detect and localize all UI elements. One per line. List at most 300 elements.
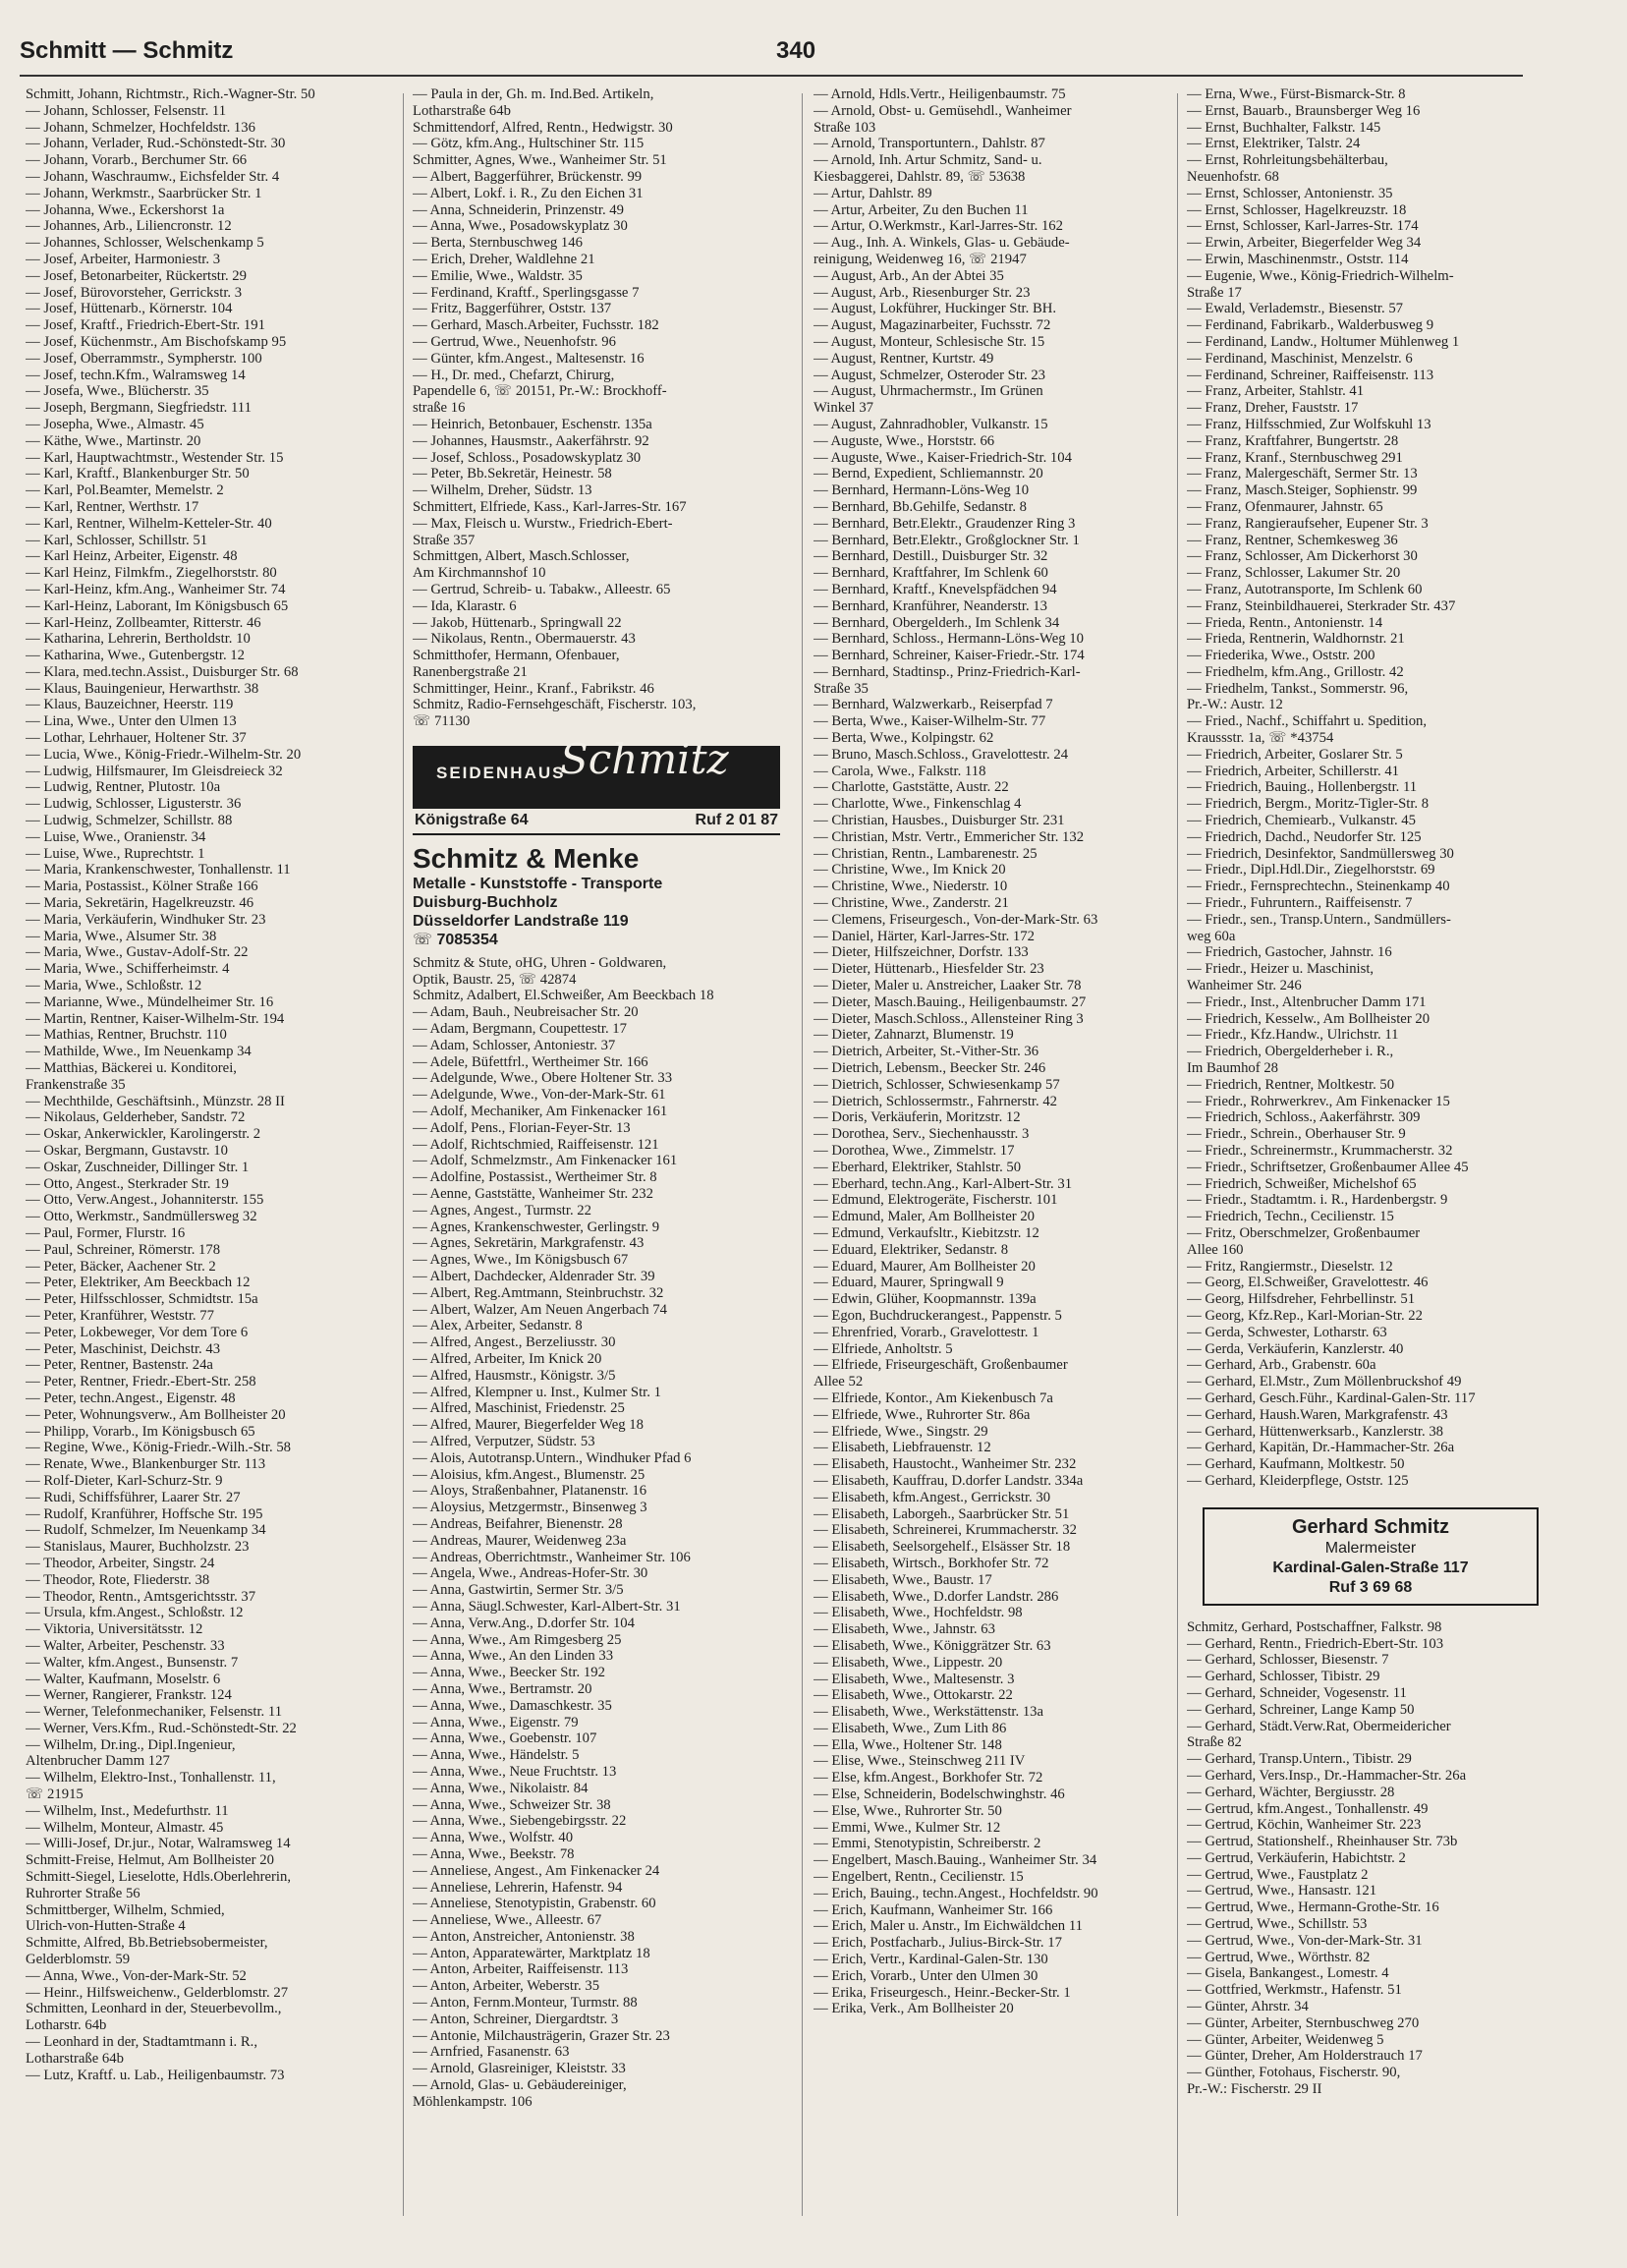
directory-entry bbox=[26, 499, 405, 516]
directory-entry bbox=[1187, 813, 1590, 829]
directory-entry bbox=[1187, 582, 1590, 598]
directory-entry bbox=[413, 1880, 792, 1897]
entry-line: — Josef, Oberrammstr., Sympherstr. 100 bbox=[26, 350, 262, 367]
directory-entry bbox=[413, 1087, 792, 1104]
entry-line: — Peter, techn.Angest., Eigenstr. 48 bbox=[26, 1389, 236, 1406]
entry-line: — Arnfried, Fasanenstr. 63 bbox=[413, 2044, 570, 2061]
entry-line: — Ernst, Bauarb., Braunsberger Weg 16 bbox=[1187, 102, 1421, 119]
directory-entry bbox=[814, 186, 1193, 202]
directory-entry bbox=[26, 466, 405, 482]
directory-entry bbox=[1187, 351, 1590, 368]
entry-line: — Franz, Kranf., Sternbuschweg 291 bbox=[1187, 449, 1403, 466]
entry-line: — Egon, Buchdruckerangest., Pappenstr. 5 bbox=[814, 1307, 1062, 1324]
entry-line: — Elfriede, Wwe., Singstr. 29 bbox=[814, 1423, 988, 1440]
entry-line: — Erich, Dreher, Waldlehne 21 bbox=[413, 251, 595, 267]
entry-line: — Klaus, Bauingenieur, Herwarthstr. 38 bbox=[26, 680, 259, 697]
directory-entry bbox=[814, 1225, 1193, 1242]
directory-entry bbox=[814, 433, 1193, 450]
entry-line: — Charlotte, Gaststätte, Austr. 22 bbox=[814, 779, 1009, 796]
directory-entry bbox=[1187, 1982, 1590, 1999]
directory-entry bbox=[814, 1770, 1193, 1786]
directory-entry bbox=[814, 152, 1193, 186]
entry-line: Schmitz, Adalbert, El.Schweißer, Am Beeckbach 18 bbox=[413, 988, 714, 1004]
directory-entry bbox=[26, 862, 405, 879]
directory-entry bbox=[1187, 1473, 1590, 1490]
directory-entry bbox=[26, 218, 405, 235]
directory-entry bbox=[814, 631, 1193, 648]
entry-line: — Friedrich, Gastocher, Jahnstr. 16 bbox=[1187, 944, 1392, 961]
entry-line: Straße 17 bbox=[1187, 284, 1242, 301]
directory-entry bbox=[413, 988, 792, 1004]
directory-entry bbox=[26, 994, 405, 1011]
directory-entry bbox=[814, 1109, 1193, 1126]
directory-entry bbox=[1187, 1619, 1590, 1636]
directory-entry bbox=[814, 235, 1193, 268]
entry-line: — Georg, Kfz.Rep., Karl-Morian-Str. 22 bbox=[1187, 1307, 1423, 1324]
page-header bbox=[20, 37, 1611, 81]
directory-entry bbox=[814, 1094, 1193, 1110]
directory-entry bbox=[1187, 86, 1590, 103]
entry-line: — Gerhard, Gesch.Führ., Kardinal-Galen-Str. 117 bbox=[1187, 1389, 1476, 1406]
entry-line: — Stanislaus, Maurer, Buchholzstr. 23 bbox=[26, 1539, 250, 1556]
directory-entry bbox=[26, 450, 405, 467]
directory-entry bbox=[413, 1368, 792, 1385]
directory-entry bbox=[1187, 1965, 1590, 1982]
directory-entry bbox=[814, 450, 1193, 467]
directory-entry bbox=[26, 1456, 405, 1473]
column-2 bbox=[413, 86, 792, 2111]
directory-entry bbox=[1187, 1950, 1590, 1966]
directory-entry bbox=[26, 929, 405, 945]
entry-line: — Elfriede, Kontor., Am Kiekenbusch 7a bbox=[814, 1389, 1053, 1406]
directory-entry bbox=[1187, 1325, 1590, 1341]
entry-line: — Gerhard, Schlosser, Tibistr. 29 bbox=[1187, 1669, 1380, 1685]
entry-line: — Friedhelm, kfm.Ang., Grillostr. 42 bbox=[1187, 663, 1404, 680]
entry-line: — Bernhard, Bb.Gehilfe, Sedanstr. 8 bbox=[814, 498, 1028, 515]
directory-entry bbox=[26, 1605, 405, 1621]
entry-line: Lotharstraße 64b bbox=[413, 102, 511, 119]
directory-entry bbox=[26, 368, 405, 384]
entry-line: Straße 357 bbox=[413, 532, 476, 548]
directory-entry bbox=[1187, 879, 1590, 895]
entry-line: — Karl, Pol.Beamter, Memelstr. 2 bbox=[26, 482, 224, 499]
directory-entry bbox=[1187, 1719, 1590, 1752]
directory-entry bbox=[814, 103, 1193, 137]
entry-line: — Ferdinand, Schreiner, Raiffeisenstr. 113 bbox=[1187, 367, 1434, 383]
entry-line: — Friedrich, Schloss., Aakerfährstr. 309 bbox=[1187, 1109, 1421, 1126]
entry-line: — Gertrud, Wwe., Neuenhofstr. 96 bbox=[413, 333, 616, 350]
entry-line: — Rudi, Schiffsführer, Laarer Str. 27 bbox=[26, 1489, 241, 1505]
entry-line: — Bernhard, Destill., Duisburger Str. 32 bbox=[814, 548, 1048, 565]
entry-line: — Alois, Autotransp.Untern., Windhuker Pfad 6 bbox=[413, 1449, 692, 1466]
directory-entry bbox=[814, 1473, 1193, 1490]
page-number: 340 bbox=[776, 37, 816, 64]
directory-entry bbox=[814, 1737, 1193, 1754]
entry-line: — Erich, Bauing., techn.Angest., Hochfeldstr. 90 bbox=[814, 1885, 1098, 1901]
entry-line: — Karl, Rentner, Wilhelm-Ketteler-Str. 40 bbox=[26, 515, 272, 532]
directory-entry bbox=[814, 499, 1193, 516]
entry-line: — Gerhard, Schneider, Vogesenstr. 11 bbox=[1187, 1684, 1407, 1701]
entry-line: — Peter, Lokbeweger, Vor dem Tore 6 bbox=[26, 1324, 249, 1340]
directory-entry bbox=[26, 533, 405, 549]
entry-line: — Lucia, Wwe., König-Friedr.-Wilhelm-Str. 20 bbox=[26, 746, 302, 763]
directory-entry bbox=[814, 730, 1193, 747]
directory-entry bbox=[26, 747, 405, 764]
entry-line: reinigung, Weidenweg 16, ☏ 21947 bbox=[814, 251, 1027, 267]
directory-entry bbox=[26, 136, 405, 152]
entry-line: — Alfred, Arbeiter, Im Knick 20 bbox=[413, 1351, 602, 1367]
entry-line: — Franz, Rangieraufseher, Eupener Str. 3 bbox=[1187, 515, 1429, 532]
entry-line: — Anton, Apparatewärter, Marktplatz 18 bbox=[413, 1945, 650, 1961]
entry-line: — Alfred, Maurer, Biegerfelder Weg 18 bbox=[413, 1417, 644, 1434]
entry-line: — Oskar, Zuschneider, Dillinger Str. 1 bbox=[26, 1159, 250, 1175]
entry-line: Lotharstr. 64b bbox=[26, 2017, 107, 2034]
entry-line: — August, Monteur, Schlesische Str. 15 bbox=[814, 333, 1045, 350]
entry-line: — Andreas, Oberrichtmstr., Wanheimer Str. 106 bbox=[413, 1549, 691, 1565]
entry-line: — Franz, Kraftfahrer, Bungertstr. 28 bbox=[1187, 432, 1399, 449]
entry-line: — Friedr., Schreinermstr., Krummacherstr. 32 bbox=[1187, 1143, 1453, 1159]
entry-line: — Andreas, Maurer, Weidenweg 23a bbox=[413, 1532, 627, 1549]
directory-entry bbox=[26, 912, 405, 929]
entry-line: — Max, Fleisch u. Wurstw., Friedrich-Ebert- bbox=[413, 515, 673, 532]
directory-entry bbox=[413, 218, 792, 235]
entry-line: — Elisabeth, Wwe., Jahnstr. 63 bbox=[814, 1621, 995, 1638]
entry-line: — Gertrud, Wwe., Faustplatz 2 bbox=[1187, 1866, 1369, 1883]
entry-line: — Bernhard, Betr.Elektr., Großglockner Str. 1 bbox=[814, 532, 1080, 548]
directory-entry bbox=[26, 86, 405, 103]
directory-entry bbox=[26, 1374, 405, 1390]
directory-entry bbox=[26, 1985, 405, 2002]
directory-entry bbox=[814, 961, 1193, 978]
directory-entry bbox=[1187, 120, 1590, 137]
entry-line: — Dieter, Hilfszeichner, Dorfstr. 133 bbox=[814, 944, 1029, 961]
directory-entry bbox=[814, 1869, 1193, 1886]
directory-entry bbox=[413, 1285, 792, 1302]
directory-entry bbox=[1187, 2065, 1590, 2098]
entry-line: — Gerhard, Schlosser, Biesenstr. 7 bbox=[1187, 1652, 1389, 1669]
directory-entry bbox=[26, 582, 405, 598]
directory-entry bbox=[814, 136, 1193, 152]
entry-line: — Ella, Wwe., Holtener Str. 148 bbox=[814, 1736, 1002, 1753]
entry-line: — Artur, Dahlstr. 89 bbox=[814, 185, 932, 201]
entry-line: Schmittberger, Wilhelm, Schmied, bbox=[26, 1901, 225, 1918]
entry-line: — Renate, Wwe., Blankenburger Str. 113 bbox=[26, 1456, 266, 1473]
entry-line: Straße 35 bbox=[814, 680, 869, 697]
directory-entry bbox=[1187, 499, 1590, 516]
directory-entry bbox=[1187, 1160, 1590, 1176]
entry-line: — Günter, kfm.Angest., Maltesenstr. 16 bbox=[413, 350, 645, 367]
entry-line: — Maria, Wwe., Alsumer Str. 38 bbox=[26, 928, 217, 944]
entry-line: — Erich, Vorarb., Unter den Ulmen 30 bbox=[814, 1967, 1038, 1984]
directory-entry bbox=[26, 1490, 405, 1506]
entry-line: — Gerhard, Rentn., Friedrich-Ebert-Str. 103 bbox=[1187, 1635, 1444, 1652]
entry-line: — Wilhelm, Elektro-Inst., Tonhallenstr. 11, bbox=[26, 1770, 276, 1786]
directory-entry bbox=[1187, 1817, 1590, 1834]
entry-line: — Gertrud, Köchin, Wanheimer Str. 223 bbox=[1187, 1817, 1422, 1834]
entry-line: — Wilhelm, Dreher, Südstr. 13 bbox=[413, 482, 592, 499]
directory-entry bbox=[1187, 417, 1590, 433]
directory-entry bbox=[1187, 1109, 1590, 1126]
directory-entry bbox=[26, 1109, 405, 1126]
directory-entry bbox=[413, 2012, 792, 2028]
directory-entry bbox=[814, 1935, 1193, 1952]
directory-entry bbox=[413, 120, 792, 137]
directory-entry bbox=[26, 1160, 405, 1176]
directory-entry bbox=[26, 1968, 405, 1985]
entry-line: — Adam, Bauh., Neubreisacher Str. 20 bbox=[413, 1004, 639, 1021]
entry-line: — Maria, Wwe., Schloßstr. 12 bbox=[26, 978, 202, 994]
directory-entry bbox=[26, 548, 405, 565]
directory-entry bbox=[1187, 944, 1590, 961]
entry-line: — Maria, Krankenschwester, Tonhallenstr. 11 bbox=[26, 862, 291, 879]
entry-line: — Dorothea, Wwe., Zimmelstr. 17 bbox=[814, 1143, 1015, 1159]
directory-entry bbox=[1187, 218, 1590, 235]
entry-line: — Elisabeth, Seelsorgehelf., Elsässer Str. 18 bbox=[814, 1539, 1071, 1556]
directory-entry bbox=[1187, 1407, 1590, 1424]
directory-entry bbox=[814, 1721, 1193, 1737]
advert-line: Metalle - Kunststoffe - Transporte bbox=[413, 875, 663, 892]
directory-entry bbox=[413, 1961, 792, 1978]
entry-line: — Friedr., Dipl.Hdl.Dir., Ziegelhorststr. 69 bbox=[1187, 862, 1435, 879]
entry-line: — Christine, Wwe., Im Knick 20 bbox=[814, 862, 1006, 879]
directory-entry bbox=[814, 1803, 1193, 1820]
entry-line: — Peter, Wohnungsverw., Am Bollheister 20 bbox=[26, 1406, 286, 1423]
advert-phone: ☏ 7085354 bbox=[413, 931, 498, 948]
entry-line: — Johann, Schmelzer, Hochfeldstr. 136 bbox=[26, 119, 255, 136]
directory-entry bbox=[814, 482, 1193, 499]
entry-line: — Ferdinand, Maschinist, Menzelstr. 6 bbox=[1187, 350, 1413, 367]
directory-entry bbox=[413, 1104, 792, 1120]
entry-line: — Bernd, Expedient, Schliemannstr. 20 bbox=[814, 466, 1043, 482]
directory-entry bbox=[26, 482, 405, 499]
entry-line: — Anna, Wwe., An den Linden 33 bbox=[413, 1648, 614, 1665]
entry-line: — Elisabeth, Wwe., Zum Lith 86 bbox=[814, 1720, 1007, 1736]
directory-entry bbox=[814, 1291, 1193, 1308]
entry-line: — Friedr., Heizer u. Maschinist, bbox=[1187, 961, 1375, 978]
entry-line: — Josef, Schloss., Posadowskyplatz 30 bbox=[413, 449, 642, 466]
entry-line: Schmittert, Elfriede, Kass., Karl-Jarres-Str. 167 bbox=[413, 498, 687, 515]
directory-entry bbox=[413, 499, 792, 516]
directory-entry bbox=[26, 334, 405, 351]
advert-line: Kardinal-Galen-Straße 117 bbox=[1272, 1559, 1469, 1576]
directory-entry bbox=[26, 1060, 405, 1094]
column-3 bbox=[814, 86, 1193, 2017]
directory-entry bbox=[1187, 1768, 1590, 1785]
directory-entry bbox=[26, 1869, 405, 1902]
entry-line: — Rudolf, Kranführer, Hoffsche Str. 195 bbox=[26, 1505, 263, 1522]
directory-entry bbox=[1187, 1044, 1590, 1077]
entry-line: — Franz, Rentner, Schemkesweg 36 bbox=[1187, 532, 1398, 548]
entry-line: — Adolfine, Postassist., Wertheimer Str. 8 bbox=[413, 1169, 657, 1186]
entry-line: — Peter, Rentner, Bastenstr. 24a bbox=[26, 1357, 213, 1374]
entry-line: — Fritz, Rangiermstr., Dieselstr. 12 bbox=[1187, 1258, 1393, 1275]
entry-line: — Karl, Schlosser, Schillstr. 51 bbox=[26, 532, 208, 548]
column-divider bbox=[802, 93, 803, 2216]
directory-entry bbox=[413, 1912, 792, 1929]
entry-line: Pr.-W.: Austr. 12 bbox=[1187, 697, 1283, 713]
directory-entry bbox=[413, 2077, 792, 2111]
entry-line: — Dieter, Masch.Bauing., Heiligenbaumstr. 27 bbox=[814, 993, 1087, 1010]
directory-entry bbox=[413, 1450, 792, 1467]
entry-line: — Aenne, Gaststätte, Wanheimer Str. 232 bbox=[413, 1186, 653, 1203]
directory-entry bbox=[413, 152, 792, 169]
entry-line: Lotharstraße 64b bbox=[26, 2050, 124, 2067]
entry-line: Kraussstr. 1a, ☏ *43754 bbox=[1187, 730, 1334, 747]
entry-line: — Peter, Maschinist, Deichstr. 43 bbox=[26, 1340, 221, 1357]
entry-line: — Dietrich, Lebensm., Beecker Str. 246 bbox=[814, 1060, 1046, 1077]
entry-line: — Gerhard, Vers.Insp., Dr.-Hammacher-Str. 26a bbox=[1187, 1767, 1467, 1784]
directory-entry bbox=[26, 1820, 405, 1837]
entry-line: — Willi-Josef, Dr.jur., Notar, Walramsweg 14 bbox=[26, 1836, 291, 1852]
directory-entry bbox=[1187, 1702, 1590, 1719]
entry-line: — Heinr., Hilfsweichenw., Gelderblomstr. 27 bbox=[26, 1984, 289, 2001]
entry-line: — Friedr., Inst., Altenbrucher Damm 171 bbox=[1187, 993, 1427, 1010]
entry-line: — Peter, Bäcker, Aachener Str. 2 bbox=[26, 1258, 216, 1275]
advert-street: Königstraße 64 bbox=[415, 812, 529, 829]
directory-entry bbox=[26, 829, 405, 846]
directory-entry bbox=[413, 1235, 792, 1252]
directory-entry bbox=[1187, 1390, 1590, 1407]
entry-line: — Fritz, Oberschmelzer, Großenbaumer bbox=[1187, 1224, 1421, 1241]
directory-entry bbox=[26, 1390, 405, 1407]
entry-line: — Anneliese, Stenotypistin, Grabenstr. 60 bbox=[413, 1896, 656, 1912]
directory-entry bbox=[814, 1672, 1193, 1688]
entry-line: — Eugenie, Wwe., König-Friedrich-Wilhelm- bbox=[1187, 267, 1454, 284]
entry-line: — Götz, kfm.Ang., Hultschiner Str. 115 bbox=[413, 136, 645, 152]
directory-entry bbox=[413, 516, 792, 549]
directory-entry bbox=[1187, 648, 1590, 664]
entry-line: — Gertrud, kfm.Angest., Tonhallenstr. 49 bbox=[1187, 1800, 1429, 1817]
directory-entry bbox=[814, 862, 1193, 879]
directory-entry bbox=[413, 1269, 792, 1285]
directory-entry bbox=[413, 697, 792, 730]
directory-entry bbox=[26, 961, 405, 978]
entry-line: Schmittendorf, Alfred, Rentn., Hedwigstr. 30 bbox=[413, 119, 673, 136]
directory-entry bbox=[814, 944, 1193, 961]
entry-line: — Bernhard, Betr.Elektr., Graudenzer Ring 3 bbox=[814, 515, 1076, 532]
entry-line: — Aloys, Straßenbahner, Platanenstr. 16 bbox=[413, 1483, 647, 1500]
entry-line: — Luise, Wwe., Oranienstr. 34 bbox=[26, 828, 206, 845]
entry-line: — Josef, Bürovorsteher, Gerrickstr. 3 bbox=[26, 284, 243, 301]
entry-line: — Elfriede, Anholtstr. 5 bbox=[814, 1340, 953, 1357]
entry-line: — Ludwig, Schmelzer, Schillstr. 88 bbox=[26, 813, 233, 829]
entry-line: — Erwin, Maschinenmstr., Oststr. 114 bbox=[1187, 251, 1409, 267]
directory-entry bbox=[26, 764, 405, 780]
entry-line: weg 60a bbox=[1187, 928, 1236, 944]
entry-line: — Günter, Dreher, Am Holderstrauch 17 bbox=[1187, 2048, 1423, 2065]
entry-line: — Anneliese, Lehrerin, Hafenstr. 94 bbox=[413, 1879, 623, 1896]
entry-line: Möhlenkampstr. 106 bbox=[413, 2093, 533, 2110]
directory-entry bbox=[413, 1417, 792, 1434]
directory-entry bbox=[26, 1935, 405, 1968]
directory-entry bbox=[413, 1846, 792, 1863]
entry-line: — Adolf, Pens., Florian-Feyer-Str. 13 bbox=[413, 1119, 631, 1136]
directory-entry bbox=[814, 1027, 1193, 1044]
directory-entry bbox=[814, 86, 1193, 103]
entry-line: Im Baumhof 28 bbox=[1187, 1060, 1279, 1077]
gerhard-schmitz-advert bbox=[1203, 1507, 1539, 1606]
directory-entry bbox=[413, 1715, 792, 1731]
entry-line: — Friederika, Wwe., Oststr. 200 bbox=[1187, 648, 1375, 664]
entry-line: — Eduard, Maurer, Springwall 9 bbox=[814, 1275, 1004, 1291]
menke-advert bbox=[413, 843, 792, 949]
entry-line: — August, Uhrmachermstr., Im Grünen bbox=[814, 383, 1043, 400]
directory-entry bbox=[1187, 1834, 1590, 1850]
entry-line: — Dietrich, Arbeiter, St.-Vither-Str. 36 bbox=[814, 1044, 1039, 1060]
entry-line: — Walter, kfm.Angest., Bunsenstr. 7 bbox=[26, 1654, 239, 1671]
directory-entry bbox=[413, 1070, 792, 1087]
entry-line: — Johannes, Arb., Liliencronstr. 12 bbox=[26, 218, 232, 235]
directory-entry bbox=[26, 268, 405, 285]
directory-entry bbox=[1187, 1176, 1590, 1193]
entry-line: — Ludwig, Schlosser, Ligusterstr. 36 bbox=[26, 796, 242, 813]
directory-entry bbox=[26, 186, 405, 202]
entry-line: — Dorothea, Serv., Siechenhausstr. 3 bbox=[814, 1126, 1030, 1143]
entry-line: — Anna, Wwe., Beecker Str. 192 bbox=[413, 1665, 605, 1681]
entry-line: — Gertrud, Stationshelf., Rheinhauser Str. 73b bbox=[1187, 1834, 1458, 1850]
entry-line: — Friedrich, Bergm., Moritz-Tigler-Str. 8 bbox=[1187, 796, 1430, 813]
entry-line: — Friedrich, Arbeiter, Schillerstr. 41 bbox=[1187, 763, 1400, 779]
entry-line: — Artur, O.Werkmstr., Karl-Jarres-Str. 162 bbox=[814, 218, 1063, 235]
directory-entry bbox=[814, 1242, 1193, 1259]
directory-entry bbox=[814, 218, 1193, 235]
entry-line: — Anneliese, Wwe., Alleestr. 67 bbox=[413, 1912, 602, 1929]
directory-entry bbox=[814, 747, 1193, 764]
directory-entry bbox=[1187, 548, 1590, 565]
directory-entry bbox=[26, 697, 405, 713]
entry-line: — Dietrich, Schlosser, Schwiesenkamp 57 bbox=[814, 1076, 1060, 1093]
entry-line: — Elisabeth, Wwe., Werkstättenstr. 13a bbox=[814, 1704, 1044, 1721]
directory-entry bbox=[413, 1565, 792, 1582]
entry-line: — Gerda, Verkäuferin, Kanzlerstr. 40 bbox=[1187, 1340, 1404, 1357]
directory-entry bbox=[413, 202, 792, 219]
directory-entry bbox=[26, 598, 405, 615]
entry-line: — Anna, Wwe., Neue Fruchtstr. 13 bbox=[413, 1763, 617, 1780]
entry-line: — Franz, Malergeschäft, Sermer Str. 13 bbox=[1187, 466, 1418, 482]
directory-entry bbox=[26, 879, 405, 895]
entry-line: — Anna, Schneiderin, Prinzenstr. 49 bbox=[413, 201, 624, 218]
entry-line: — Engelbert, Rentn., Cecilienstr. 15 bbox=[814, 1869, 1024, 1886]
entry-line: — Gertrud, Wwe., Von-der-Mark-Str. 31 bbox=[1187, 1932, 1423, 1949]
directory-entry bbox=[814, 1143, 1193, 1160]
directory-entry bbox=[413, 1516, 792, 1533]
directory-entry bbox=[814, 1605, 1193, 1621]
entry-line: — Anna, Wwe., Damaschkestr. 35 bbox=[413, 1697, 612, 1714]
entry-line: — Agnes, Angest., Turmstr. 22 bbox=[413, 1202, 591, 1219]
entry-line: — Albert, Walzer, Am Neuen Angerbach 74 bbox=[413, 1301, 667, 1318]
directory-entry bbox=[1187, 1801, 1590, 1818]
directory-entry bbox=[1187, 400, 1590, 417]
directory-entry bbox=[26, 301, 405, 317]
directory-entry bbox=[1187, 779, 1590, 796]
entry-line: — Günther, Fotohaus, Fischerstr. 90, bbox=[1187, 2065, 1401, 2081]
directory-entry bbox=[413, 1500, 792, 1516]
directory-entry bbox=[1187, 268, 1590, 302]
entry-line: — Friedrich, Chemiearb., Vulkanstr. 45 bbox=[1187, 813, 1416, 829]
directory-entry bbox=[1187, 713, 1590, 747]
entry-line: — Arnold, Inh. Artur Schmitz, Sand- u. bbox=[814, 152, 1042, 169]
entry-line: — Marianne, Wwe., Mündelheimer Str. 16 bbox=[26, 993, 274, 1010]
directory-entry bbox=[814, 978, 1193, 994]
entry-line: — Arnold, Transportuntern., Dahlstr. 87 bbox=[814, 136, 1045, 152]
advert-phone: Ruf 2 01 87 bbox=[695, 812, 778, 829]
directory-entry bbox=[814, 1902, 1193, 1919]
entry-line: — Maria, Verkäuferin, Windhuker Str. 23 bbox=[26, 911, 266, 928]
entry-line: — Anton, Schreiner, Diergardtstr. 3 bbox=[413, 2011, 619, 2027]
entry-line: — Alfred, Maschinist, Friedenstr. 25 bbox=[413, 1400, 625, 1417]
entry-line: — Antonie, Milchausträgerin, Grazer Str. 23 bbox=[413, 2027, 670, 2044]
directory-entry bbox=[413, 1467, 792, 1484]
